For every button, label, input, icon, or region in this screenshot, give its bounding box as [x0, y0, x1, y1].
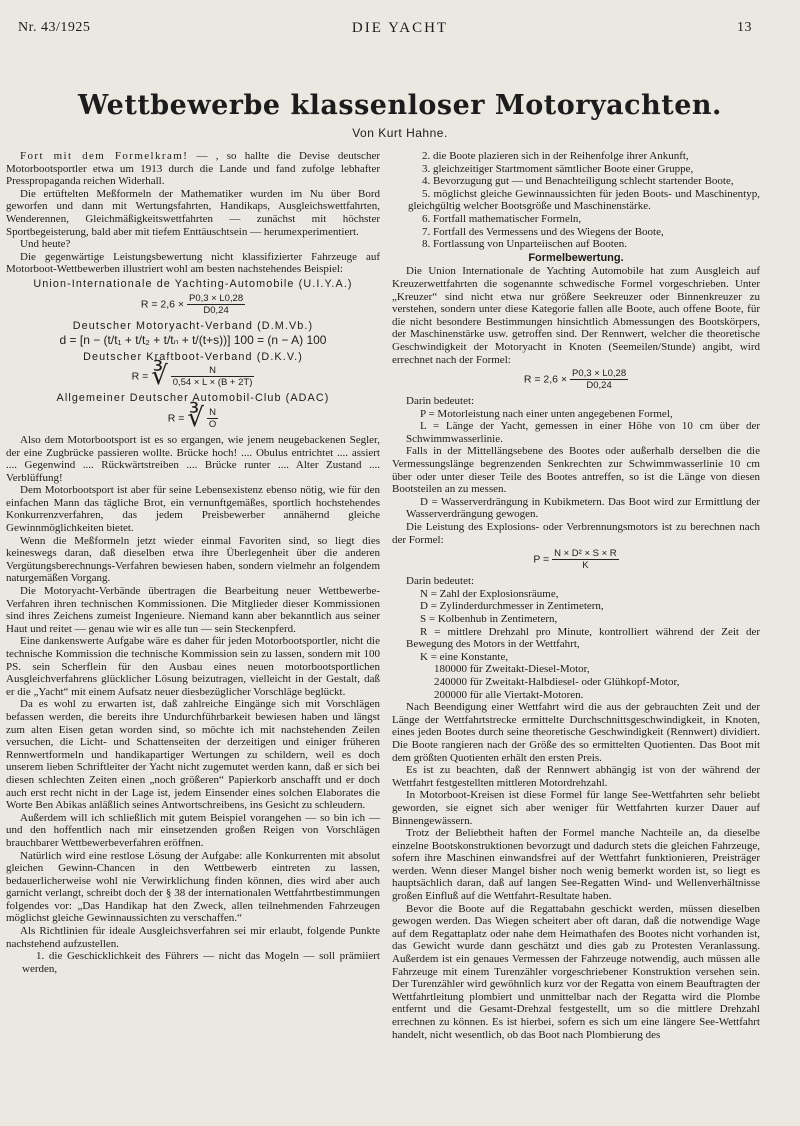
paragraph: Nach Beendigung einer Wettfahrt wird die aus der gebrauchten Zeit und der Länge der Wettfahrtstrecke ermittelte Durchschnittsgeschwindigkeit, in Knoten, eines jeden Bootes durch seine theoretische Geschwindigkeit (Rennwert) dividiert. Die Boote rangieren nach der Größe des so ermittelten Quotienten. Das Boot mit dem größten Quotienten erhält den ersten Preis.: [392, 701, 760, 764]
paragraph: Bevor die Boote auf die Regattabahn geschickt werden, müssen dieselben gewogen werden. Das Wiegen scheitert aber oft daran, daß die notwendige Wage auf dem Regattaplatz oder nahe dem Heimathafen des Bootes nicht vorhanden ist, das Gewicht wurde dann geschätzt und dies gab zu Protesten Veranlassung. Außerdem ist ein genaues Vermessen der Fahrzeuge notwendig, auch müssen alle Fahrzeuge mit einem Turenzähler vorgeschriebener Konstruktion versehen sein. Der Turenzähler wird gewöhnlich kurz vor der Regatta von einem Beauftragten der Wettfahrtleitung plombiert und unmittelbar nach der Regatta wird die Plombe entfernt und die Gesamt-Drehzal festgestellt, um so die mittlere Drehzahl errechnen zu können. Es ist hierbei, sofern es sich um eine längere See-Wettfahrt handelt, nicht wesentlich, ob das Boot nach Plombierung des: [392, 902, 760, 1041]
formula-lhs: R =: [131, 370, 149, 383]
definition: D = Wasserverdrängung in Kubikmetern. Das Boot wird zur Ermittlung der Wasserverdrängung gewogen.: [406, 495, 760, 521]
formula-lhs: P =: [533, 553, 550, 566]
journal-title: DIE YACHT: [351, 20, 449, 36]
fraction: [570, 368, 628, 391]
paragraph: Die Motoryacht-Verbände übertragen die Bearbeitung neuer Wettbewerbe-Verfahren ihren technischen Kommissionen. Die Mitglieder dieser Kommissionen sind ihres Zeichens zumeist Ingenieure. Niemand kann aber bekanntlich aus seiner Haut und reitet — genau wie wir es alle tun — sein Steckenpferd.: [6, 585, 380, 635]
constant-value: 200000 für alle Viertakt-Motoren.: [434, 688, 584, 701]
denominator: O: [208, 418, 217, 430]
org-dmvb: Deutscher Motoryacht-Verband (D.M.Vb.): [72, 319, 314, 332]
formula-rennwert: [392, 368, 760, 391]
formula-dmvb: d = [n − (t/t₁ + t/t₂ + t/tₙ + t/(t+s))] 100 = (n − A) 100: [59, 333, 327, 348]
list-item: 5. möglichst gleiche Gewinnaussichten für jeden Boots- und Maschinentyp, gleichgültig welcher Bootsgröße und Maschinenstärke.: [408, 187, 760, 213]
constant-value: 240000 für Zweitakt-Halbdiesel- oder Glühkopf-Motor,: [434, 675, 680, 688]
formula-lhs: R = 2,6 ×: [523, 373, 568, 386]
motto: Fort mit dem Formelkram!: [20, 150, 189, 162]
paragraph: Es ist zu beachten, daß der Rennwert abhängig ist von der während der Wettfahrt festgestellten mittleren Motordrehzahl.: [392, 764, 760, 789]
formula-adac: [6, 403, 380, 434]
numerator: P0,3 × L0,28: [571, 368, 627, 380]
definition: S = Kolbenhub in Zentimetern,: [420, 613, 558, 625]
paragraph: In Motorboot-Kreisen ist diese Formel für lange See-Wettfahrten sehr beliebt geworden, sie eignet sich aber weniger für Wettfahrten kurzer Dauer auf Binnengewässern.: [392, 789, 760, 827]
list-item: 3. gleichzeitiger Startmoment sämtlicher Boote einer Gruppe,: [422, 162, 694, 175]
cube-root-sign: ∛: [151, 361, 168, 392]
article-author: Von Kurt Hahne.: [352, 126, 448, 140]
section-heading: Formelbewertung.: [528, 251, 624, 264]
list-item: 7. Fortfall des Vermessens und des Wiegens der Boote,: [422, 225, 664, 238]
definition: N = Zahl der Explosionsräume,: [420, 587, 559, 600]
paragraph: Falls in der Mittellängsebene des Bootes oder außerhalb derselben die die Vermessungslänge begrenzenden Senkrechten zur Schwimmwasserlinie 10 cm über oder unter dieser Teile des Bootes antreffen, so ist die Länge von diesen Bootsteilen an zu messen.: [392, 445, 760, 496]
denominator: K: [582, 560, 589, 572]
formula-uiya: [6, 293, 380, 316]
org-dkv: Deutscher Kraftboot-Verband (D.K.V.): [83, 350, 303, 363]
cube-root-sign: ∛: [187, 403, 204, 434]
org-adac: Allgemeiner Deutscher Automobil-Club (ADAC): [56, 392, 330, 405]
paragraph-text: — , so hallte die Devise deutscher Motorbootsportler etwa um 1913 durch die Lande und fand zufolge lebhafter Presspropaganda reichen Widerhall.: [6, 150, 380, 188]
paragraph: Da es wohl zu erwarten ist, daß zahlreiche Eingänge sich mit Vorschlägen befassen werden, die bereits ihre Undurchführbarkeit bewiesen haben und längst zum alten Eisen getan worden sind, so möchte ich mit nachstehenden Zeilen versuchen, die Licht- und Schattenseiten der derzeitigen und einiger früheren Rennwertformeln und handikapartiger Wertungen zu schildern, weil es doch unserem lieben Schriftleiter der Yacht nicht zugemutet werden kann, daß er sich bei diesen schlechten Zeiten einen „noch größeren“ Papierkorb anschafft und er doch auch erst recht nicht in der Lage ist, jedem Einsender eines solchen Elaborates die Worte Ben Abikas anläßlich seines Antwortschreibens, ins Gesicht zu schleudern.: [6, 698, 380, 812]
constant-value: 180000 für Zweitakt-Diesel-Motor,: [434, 663, 590, 676]
fraction: [552, 548, 619, 571]
list-item: 6. Fortfall mathematischer Formeln,: [422, 212, 582, 225]
right-column: [392, 150, 760, 1041]
org-uiya: Union-Internationale de Yachting-Automobile (U.I.Y.A.): [33, 277, 353, 290]
definition: L = Länge der Yacht, gemessen in einer Höhe von 10 cm über der Schwimmwasserlinie.: [406, 420, 760, 445]
paragraph: Eine dankenswerte Aufgabe wäre es daher für jeden Motorbootsportler, nicht die technische Kommission die technische Kommission sein zu lassen, sondern mit 100 PS. sein Scherflein für den Ausbau eines neuen motorbootsportlichen Ausgleichverfahrens glücklicher Lösung beizutragen, vielleicht in der Gestalt, daß er die „Yacht“ mit einem Aufsatz neuer diesbezüglicher Vorschläge beglückt.: [6, 635, 380, 698]
paragraph: Wenn die Meßformeln jetzt wieder einmal Favoriten sind, so liegt dies keineswegs daran, daß dieselben etwa ihre Überlegenheit über die anderen Vergütungsberechnungs-Verfahren bewiesen haben, sondern vielmehr an folgendem naturgemäßen Vorgang.: [6, 534, 380, 585]
paragraph: Die Leistung des Explosions- oder Verbrennungsmotors ist zu berechnen nach der Formel:: [392, 521, 760, 546]
fraction: [171, 365, 255, 388]
fraction: [207, 407, 218, 430]
list-item: 1. die Geschicklichkeit des Führers — nicht das Mogeln — soll prämiiert werden,: [22, 950, 380, 975]
list-item: 8. Fortlassung von Unparteiischen auf Booten.: [422, 238, 627, 251]
numerator: N: [171, 365, 255, 377]
page-number: 13: [737, 20, 752, 35]
paragraph: Darin bedeutet:: [406, 575, 475, 588]
paragraph: Die ertüftelten Meßformeln der Mathematiker wurden im Nu über Bord geworfen und dann mit Wertungsfahrten, Handikaps, Ausgleichswettfahrten, Wenderennen, Gleichmäßigkeitswettfahrten — zunächst mit höchster Sportbegeisterung, bald aber mit tiefem Enttäuschtsein — herumexperimentiert.: [6, 187, 380, 238]
denominator: D0,24: [586, 380, 612, 392]
paragraph: Als Richtlinien für ideale Ausgleichsverfahren sei mir erlaubt, folgende Punkte nachstehend aufzustellen.: [6, 925, 380, 950]
article-title: Wettbewerbe klassenloser Motoryachten.: [78, 90, 722, 121]
numerator: N × D² × S × R: [554, 548, 617, 560]
fraction: [187, 293, 245, 316]
numerator: N: [207, 407, 218, 419]
paragraph: Und heute?: [20, 238, 71, 251]
paragraph: Also dem Motorbootsport ist es so ergangen, wie jenem neugebackenen Segler, der eine Zugbrücke passieren wollte. Brücke hoch! .... Obulus entrichtet .... assiert .... Gegenwind .... Rückwärtstreiben .... Brücke runter .... Alter Zustand .... Verblüffung!: [6, 433, 380, 484]
definition: P = Motorleistung nach einer unten angegebenen Formel,: [420, 407, 673, 420]
definition: D = Zylinderdurchmesser in Zentimetern,: [420, 600, 604, 613]
paragraph: Die Union Internationale de Yachting Automobile hat zum Ausgleich auf Kreuzerwettfahrten die sogenannte schwedische Formel vorgeschrieben. Unter „Kreuzer“ sind nicht etwa nur größere Seekreuzer oder Binnenkreuzer zu verstehen, sondern unter diese Kategorie fallen alle Boote, auch offene Boote, für die nicht besondere Bestimmungen hinsichtlich Abmessungen des Bootskörpers, der Maschinenstärke usw. getroffen sind. Der Rennwert, welcher die theoretische Geschwindigkeit der Motoryacht in Knoten (Seemeilen/Stunde) angibt, wird errechnet nach der Formel:: [392, 265, 760, 366]
paragraph: Darin bedeutet:: [406, 395, 475, 408]
list-item: 2. die Boote plazieren sich in der Reihenfolge ihrer Ankunft,: [422, 150, 689, 162]
paragraph: Außerdem will ich schließlich mit gutem Beispiel vorangehen — so bin ich — und den hoffentlich nach mir einsetzenden großen Reigen von Vorschlägen brauchbarer Wettbewerbeverfahren eröffnen.: [6, 811, 380, 849]
denominator: D0,24: [203, 304, 229, 316]
paragraph: Dem Motorbootsport ist aber für seine Lebensexistenz ebenso nötig, wie für den einfachen Mann das tägliche Brot, ein vernunftgemäßes, sportlich hochstehendes Konkurrenzverfahren, das jedem Preisbewerber annähernd gleiche Gewinnmöglichkeiten bietet.: [6, 484, 380, 535]
paragraph: Natürlich wird eine restlose Lösung der Aufgabe: alle Konkurrenten mit absolut gleichen Gewinn-Chancen in den Wettbewerb eintreten zu lassen, bedauerlicherweise wohl nie Verwirklichung finden können, dies wird aber auch garnicht verlangt, schreibt doch der § 38 der internationalen Wettfahrtbestimmungen folgendes vor: „Das Handikap hat den Zweck, allen teilnehmenden Fahrzeugen möglichst gleiche Gewinnaussichten zu verschaffen.“: [6, 849, 380, 925]
denominator: 0,54 × L × (B + 2T): [172, 377, 253, 389]
formula-leistung: [392, 548, 760, 571]
definition: R = mittlere Drehzahl pro Minute, kontrolliert während der Zeit der Bewegung des Motors in der Wettfahrt,: [406, 625, 760, 651]
paragraph: Trotz der Beliebtheit haften der Formel manche Nachteile an, da dieselbe einzelne Bootskonstruktionen bevorzugt und dadurch stets die gleichen Fahrzeuge, sofern ihre Maschinen einwandsfrei auf der Wettfahrt funktionieren, Preisträger werden. Wenn dieser Mangel bisher noch wenig bemerkt worden ist, so liegt es hauptsächlich daran, daß auf langen See-Regatten Wind- und Wellenverhältnisse großen Einfluß auf die Wettfahrt-Resultate haben.: [392, 827, 760, 903]
definition: K = eine Konstante,: [420, 650, 509, 663]
formula-lhs: R =: [167, 412, 185, 425]
list-item: 4. Bevorzugung gut — und Benachteiligung schlecht startender Boote,: [422, 175, 734, 188]
formula-dkv: [6, 361, 380, 392]
numerator: P0,3 × L0,28: [188, 292, 244, 304]
left-column: [6, 150, 380, 975]
formula-lhs: R = 2,6 ×: [140, 297, 185, 310]
paragraph: [6, 150, 380, 188]
paragraph: Die gegenwärtige Leistungsbewertung nicht klassifizierter Fahrzeuge auf Motorboot-Wettbewerben illustriert wohl am besten nachstehendes Beispiel:: [6, 250, 380, 276]
issue-number: Nr. 43/1925: [18, 20, 91, 35]
